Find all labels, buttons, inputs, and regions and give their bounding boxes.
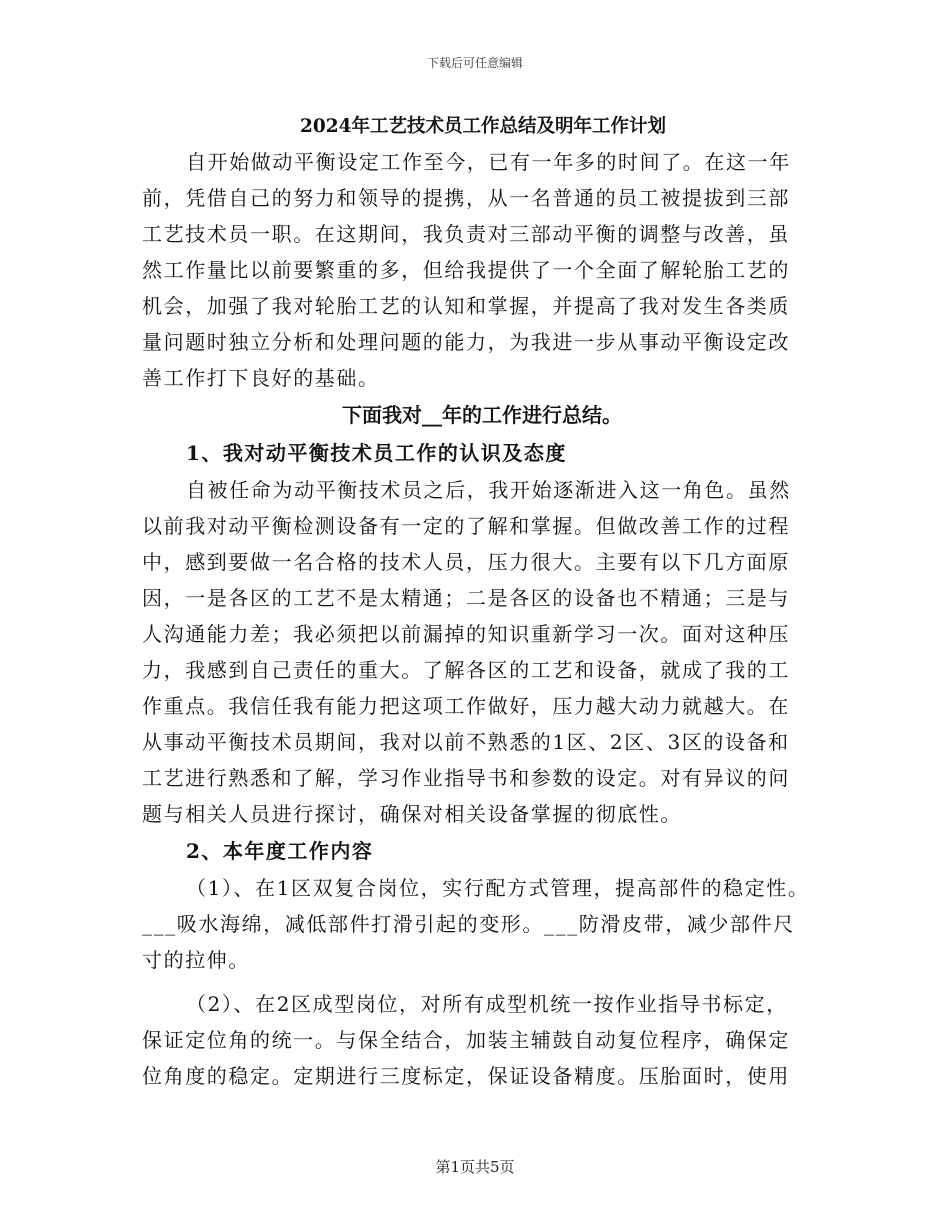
intro-line: 量问题时独立分析和处理问题的能力，为我进一步从事动平衡设定改: [142, 330, 790, 354]
section-1-line: 以前我对动平衡检测设备有一定的了解和掌握。但做改善工作的过程: [142, 514, 790, 538]
intro-paragraph: [142, 144, 822, 396]
item-2-line: （2）、在2区成型岗位，对所有成型机统一按作业指导书标定，: [186, 992, 788, 1016]
item-2-line: 保证定位角的统一。与保全结合，加装主辅鼓自动复位程序，确保定: [142, 1028, 790, 1052]
intro-line: 工艺技术员一职。在这期间，我负责对三部动平衡的调整与改善，虽: [142, 222, 790, 246]
document-title: 2024年工艺技术员工作总结及明年工作计划: [300, 116, 666, 137]
item-2-line: 位角度的稳定。定期进行三度标定，保证设备精度。压胎面时，使用: [142, 1064, 790, 1088]
intro-line: 然工作量比以前要繁重的多，但给我提供了一个全面了解轮胎工艺的: [142, 258, 790, 282]
section-1-line: 题与相关人员进行探讨，确保对相关设备掌握的彻底性。: [142, 802, 682, 826]
section-1-heading: 1、我对动平衡技术员工作的认识及态度: [186, 441, 567, 465]
section-1-line: 自被任命为动平衡技术员之后，我开始逐渐进入这一角色。虽然: [186, 478, 791, 502]
section-1-line: 作重点。我信任我有能力把这项工作做好，压力越大动力就越大。在: [142, 694, 790, 718]
section-1-line: 从事动平衡技术员期间，我对以前不熟悉的1区、2区、3区的设备和: [142, 730, 790, 754]
section-1-line: 人沟通能力差；我必须把以前漏掉的知识重新学习一次。面对这种压: [142, 622, 790, 646]
document-body: [142, 110, 822, 1094]
summary-heading: 下面我对__年的工作进行总结。: [342, 403, 622, 427]
intro-line: 前，凭借自己的努力和领导的提携，从一名普通的员工被提拔到三部: [142, 186, 790, 210]
intro-line: 自开始做动平衡设定工作至今，已有一年多的时间了。在这一年: [186, 150, 791, 174]
item-1-line: （1）、在1区双复合岗位，实行配方式管理，提高部件的稳定性。: [186, 876, 810, 900]
item-1-paragraph: [142, 870, 822, 978]
item-1-line: 寸的拉伸。: [142, 948, 250, 972]
page-footer: 第1页共5页: [435, 1158, 515, 1176]
intro-line: 机会，加强了我对轮胎工艺的认知和掌握，并提高了我对发生各类质: [142, 294, 790, 318]
section-1-line: 因，一是各区的工艺不是太精通；二是各区的设备也不精通；三是与: [142, 586, 790, 610]
page-header-note: 下载后可任意编辑: [426, 56, 523, 70]
item-1-line: ___吸水海绵，减低部件打滑引起的变形。___防滑皮带，减少部件尺: [142, 912, 795, 936]
section-1-line: 力，我感到自己责任的重大。了解各区的工艺和设备，就成了我的工: [142, 658, 790, 682]
section-2-heading: 2、本年度工作内容: [186, 839, 374, 863]
section-1-line: 工艺进行熟悉和了解，学习作业指导书和参数的设定。对有异议的问: [142, 766, 790, 790]
item-2-paragraph: [142, 986, 822, 1094]
section-1-line: 中，感到要做一名合格的技术人员，压力很大。主要有以下几方面原: [142, 550, 790, 574]
intro-line: 善工作打下良好的基础。: [142, 366, 380, 390]
section-1-paragraph: [142, 472, 822, 832]
